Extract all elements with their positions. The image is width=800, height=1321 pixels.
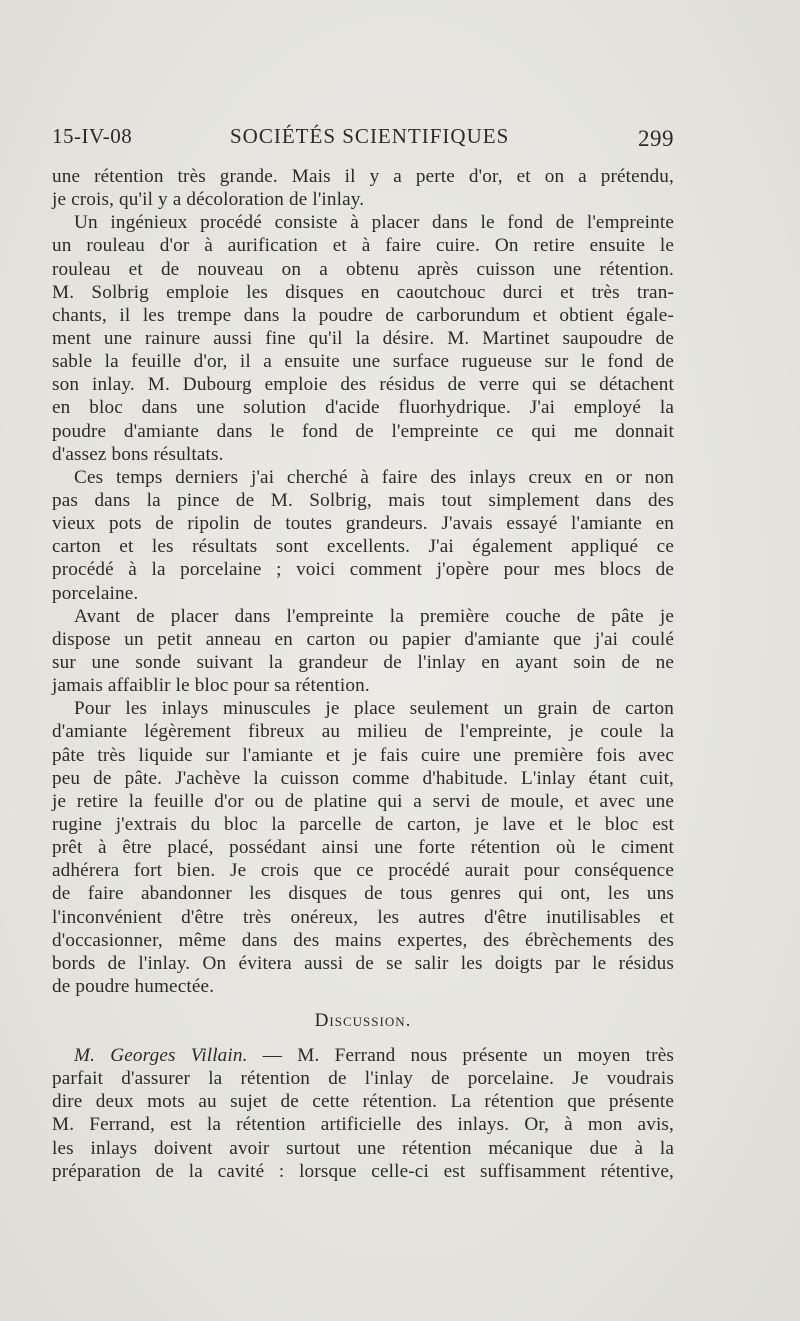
text-line: M. Solbrig emploie les disques en caoutchouc durci et très tran- — [52, 281, 674, 303]
discussion-line-rest: — M. Ferrand nous présente un moyen très — [247, 1045, 674, 1067]
text-line: procédé à la porcelaine ; voici comment j'opère pour mes blocs de — [52, 559, 674, 581]
text-line: l'inconvénient d'être très onéreux, les autres d'être inutilisables et — [52, 906, 674, 928]
text-line: jamais affaiblir le bloc pour sa rétention. — [52, 675, 370, 697]
text-line: M. Ferrand, est la rétention artificielle des inlays. Or, à mon avis, — [52, 1114, 674, 1136]
text-line: une rétention très grande. Mais il y a perte d'or, et on a prétendu, — [52, 166, 674, 187]
text-line: Un ingénieux procédé consiste à placer dans le fond de l'empreinte — [74, 212, 674, 234]
journal-section-title: SOCIÉTÉS SCIENTIFIQUES — [230, 124, 510, 148]
text-line: pas dans la pince de M. Solbrig, mais tout simplement dans des — [52, 489, 674, 511]
text-line: vieux pots de ripolin de toutes grandeurs. J'avais essayé l'amiante en — [52, 513, 674, 535]
issue-date: 15-IV-08 — [52, 124, 133, 148]
text-line: les inlays doivent avoir surtout une rétention mécanique due à la — [52, 1137, 674, 1159]
text-line: un rouleau d'or à aurification et à faire cuire. On retire ensuite le — [52, 235, 674, 257]
speaker-name: M. Georges Villain. — [74, 1045, 248, 1067]
text-line: pâte très liquide sur l'amiante et je fais cuire une première fois avec — [52, 744, 674, 766]
text-line: prêt à être placé, possédant ainsi une forte rétention où le ciment — [52, 837, 674, 859]
text-line: je crois, qu'il y a décoloration de l'inlay. — [52, 189, 365, 211]
text-line: de poudre humectée. — [52, 975, 215, 997]
text-line: je retire la feuille d'or ou de platine qui a servi de moule, et avec une — [52, 790, 674, 812]
text-line: préparation de la cavité : lorsque celle-ci est suffisamment rétentive, — [52, 1160, 674, 1182]
page-number: 299 — [638, 126, 674, 151]
discussion-heading-row — [52, 998, 674, 1044]
text-line: porcelaine. — [52, 582, 139, 604]
running-head — [52, 124, 674, 154]
text-line: sur une sonde suivant la grandeur de l'inlay en ayant soin de ne — [52, 651, 674, 673]
text-line: carton et les résultats sont excellents. J'ai également appliqué ce — [52, 536, 674, 558]
text-line: peu de pâte. J'achève la cuisson comme d'habitude. L'inlay étant cuit, — [52, 767, 674, 789]
text-line: bords de l'inlay. On évitera aussi de se salir les doigts par le résidus — [52, 952, 674, 974]
text-line: de faire abandonner les disques de tous genres qui ont, les uns — [52, 883, 674, 905]
text-line: rugine j'extrais du bloc la parcelle de carton, je lave et le bloc est — [52, 813, 674, 835]
text-line: parfait d'assurer la rétention de l'inlay de porcelaine. Je voudrais — [52, 1068, 674, 1090]
text-line: rouleau et de nouveau on a obtenu après cuisson une rétention. — [52, 258, 674, 280]
text-line: adhérera fort bien. Je crois que ce procédé aurait pour conséquence — [52, 860, 674, 882]
text-line: sable la feuille d'or, il a ensuite une surface rugueuse sur le fond de — [52, 351, 674, 373]
text-line: son inlay. M. Dubourg emploie des résidus de verre qui se détachent — [52, 374, 674, 396]
text-line: d'occasionner, même dans des mains expertes, des ébrèchements des — [52, 929, 674, 951]
text-line: Ces temps derniers j'ai cherché à faire des inlays creux en or non — [74, 466, 674, 488]
discussion-heading: Discussion. — [314, 1010, 412, 1032]
body-text — [52, 165, 674, 1183]
text-line: d'assez bons résultats. — [52, 443, 224, 465]
text-line: en bloc dans une solution d'acide fluorhydrique. J'ai employé la — [52, 397, 674, 419]
text-line: dire deux mots au sujet de cette rétention. La rétention que présente — [52, 1091, 674, 1113]
text-line: chants, il les trempe dans la poudre de carborundum et obtient égale- — [52, 304, 674, 326]
discussion-first-line — [52, 1044, 674, 1067]
text-line: d'amiante légèrement fibreux au milieu de l'empreinte, je coule la — [52, 721, 674, 743]
text-line: Pour les inlays minuscules je place seulement un grain de carton — [74, 698, 674, 720]
text-line: ment une rainure aussi fine qu'il la désire. M. Martinet saupoudre de — [52, 327, 674, 349]
text-line: dispose un petit anneau en carton ou papier d'amiante que j'ai coulé — [52, 628, 674, 650]
text-line: poudre d'amiante dans le fond de l'empreinte ce qui me donnait — [52, 420, 674, 442]
text-line: Avant de placer dans l'empreinte la première couche de pâte je — [74, 605, 674, 627]
